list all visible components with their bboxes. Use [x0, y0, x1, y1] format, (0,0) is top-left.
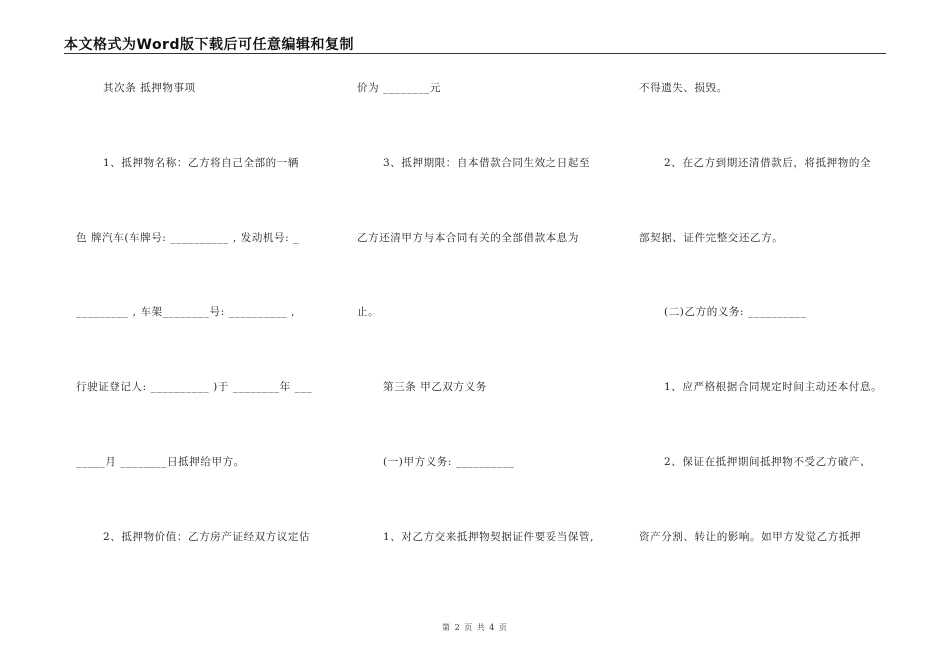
text-line: 不得遗失、损毁。 — [639, 82, 728, 94]
text-line: 2、在乙方到期还清借款后，将抵押物的全 — [664, 157, 872, 169]
page-number: 第 2 页 共 4 页 — [442, 623, 508, 632]
text-line: (一)甲方义务: __________ — [383, 456, 515, 468]
text-line: 2、保证在抵押期间抵押物不受乙方破产、 — [664, 456, 872, 468]
text-line: 1、对乙方交来抵押物契据证件要妥当保管, — [383, 531, 595, 543]
text-line: 止。 — [357, 306, 380, 318]
text-line: 行驶证登记人: __________ )于 ________年 ___ — [76, 381, 313, 393]
text-line: 其次条 抵押物事项 — [103, 82, 196, 94]
text-line: _________ , 车架________号: __________ , — [76, 306, 296, 318]
text-line: 部契据、证件完整交还乙方。 — [639, 232, 784, 244]
text-line: 1、抵押物名称：乙方将自己全部的一辆 — [103, 157, 299, 169]
text-line: 资产分割、转让的影响。如甲方发觉乙方抵押 — [639, 531, 861, 543]
text-line: 价为 ________元 — [357, 82, 442, 94]
text-line: 2、抵押物价值：乙方房产证经双方议定估 — [103, 531, 311, 543]
text-line: 色 牌汽车(车牌号: __________ , 发动机号: _ — [76, 232, 300, 244]
text-line: 1、应严格根据合同规定时间主动还本付息。 — [664, 381, 883, 393]
text-line: 3、抵押期限：自本借款合同生效之日起至 — [383, 157, 591, 169]
text-line: _____月 ________日抵押给甲方。 — [76, 456, 245, 468]
document-header-title: 本文格式为Word版下载后可任意编辑和复制 — [64, 37, 354, 53]
header-divider — [64, 53, 886, 54]
text-line: 第三条 甲乙双方义务 — [383, 381, 487, 393]
text-line: 乙方还清甲方与本合同有关的全部借款本息为 — [357, 232, 579, 244]
text-line: (二)乙方的义务: __________ — [664, 306, 807, 318]
